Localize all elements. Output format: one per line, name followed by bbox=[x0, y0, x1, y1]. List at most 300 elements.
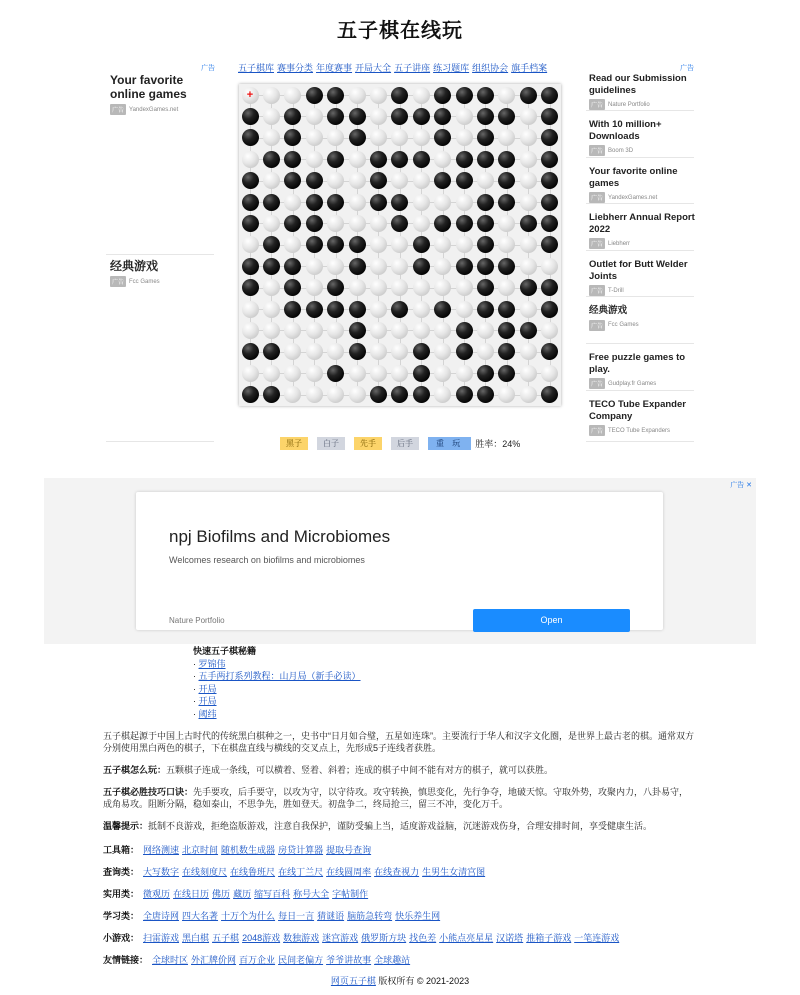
black-stone[interactable] bbox=[349, 236, 366, 253]
footer-nav-link[interactable]: 俄罗斯方块 bbox=[361, 933, 407, 943]
white-stone[interactable] bbox=[349, 172, 366, 189]
black-stone[interactable] bbox=[541, 129, 558, 146]
footer-nav-link[interactable]: 十万个为什么 bbox=[221, 911, 276, 921]
white-stone[interactable] bbox=[284, 386, 301, 403]
white-stone[interactable] bbox=[391, 365, 408, 382]
board-grid[interactable] bbox=[239, 84, 561, 406]
black-stone[interactable] bbox=[242, 279, 259, 296]
footer-nav-link[interactable]: 民间老偏方 bbox=[278, 955, 324, 965]
footer-nav-link[interactable]: 在线圆周率 bbox=[326, 867, 372, 877]
white-stone[interactable] bbox=[349, 215, 366, 232]
black-stone[interactable] bbox=[349, 322, 366, 339]
white-stone[interactable] bbox=[413, 279, 430, 296]
ad-title[interactable]: Your favorite online games bbox=[589, 166, 678, 189]
black-stone[interactable] bbox=[434, 172, 451, 189]
nav-link[interactable]: 开局大全 bbox=[355, 63, 392, 73]
white-stone[interactable] bbox=[477, 322, 494, 339]
tip-link[interactable]: 开局 bbox=[198, 696, 217, 706]
black-stone[interactable] bbox=[370, 194, 387, 211]
footer-nav-link[interactable]: 数独游戏 bbox=[283, 933, 320, 943]
white-stone[interactable] bbox=[306, 151, 323, 168]
footer-nav-link[interactable]: 网络测速 bbox=[143, 845, 180, 855]
footer-nav-link[interactable]: 一笔连游戏 bbox=[574, 933, 620, 943]
white-stone[interactable] bbox=[391, 236, 408, 253]
black-stone[interactable] bbox=[434, 108, 451, 125]
banner-open-button[interactable]: Open bbox=[473, 609, 630, 632]
black-stone[interactable] bbox=[477, 194, 494, 211]
black-stone[interactable] bbox=[477, 87, 494, 104]
white-stone[interactable] bbox=[284, 194, 301, 211]
black-stone[interactable] bbox=[263, 151, 280, 168]
right-ad-5[interactable] bbox=[589, 259, 695, 296]
black-stone[interactable] bbox=[477, 108, 494, 125]
black-stone[interactable] bbox=[434, 129, 451, 146]
white-stone[interactable] bbox=[306, 279, 323, 296]
white-stone[interactable] bbox=[370, 279, 387, 296]
footer-nav-link[interactable]: 微观历 bbox=[143, 889, 171, 899]
black-stone[interactable] bbox=[242, 215, 259, 232]
white-stone[interactable] bbox=[242, 301, 259, 318]
black-stone[interactable] bbox=[413, 236, 430, 253]
white-stone[interactable] bbox=[413, 301, 430, 318]
black-stone[interactable] bbox=[456, 322, 473, 339]
white-stone[interactable] bbox=[456, 108, 473, 125]
white-stone[interactable] bbox=[306, 129, 323, 146]
black-stone[interactable] bbox=[456, 151, 473, 168]
gomoku-board[interactable] bbox=[239, 84, 561, 406]
footer-nav-link[interactable]: 提取号查询 bbox=[326, 845, 372, 855]
footer-nav-link[interactable]: 小熊点亮星星 bbox=[439, 933, 494, 943]
white-stone[interactable] bbox=[391, 322, 408, 339]
ad-title[interactable]: 经典游戏 bbox=[110, 259, 159, 273]
footer-nav-link[interactable]: 四大名著 bbox=[182, 911, 219, 921]
black-stone[interactable] bbox=[391, 108, 408, 125]
right-ad-2[interactable] bbox=[589, 119, 695, 156]
white-stone[interactable] bbox=[434, 279, 451, 296]
black-stone[interactable] bbox=[498, 258, 515, 275]
black-stone[interactable] bbox=[520, 322, 537, 339]
footer-nav-link[interactable]: 佛历 bbox=[212, 889, 231, 899]
black-stone[interactable] bbox=[306, 236, 323, 253]
white-stone[interactable] bbox=[370, 301, 387, 318]
white-stone[interactable] bbox=[370, 258, 387, 275]
black-stone[interactable] bbox=[391, 301, 408, 318]
black-stone[interactable] bbox=[413, 365, 430, 382]
footer-nav-link[interactable]: 在线鲁班尺 bbox=[230, 867, 276, 877]
black-stone[interactable] bbox=[498, 343, 515, 360]
white-stone[interactable] bbox=[434, 322, 451, 339]
white-stone[interactable] bbox=[391, 279, 408, 296]
black-stone[interactable] bbox=[541, 87, 558, 104]
white-stone[interactable] bbox=[263, 129, 280, 146]
white-stone[interactable] bbox=[456, 129, 473, 146]
black-stone[interactable] bbox=[541, 108, 558, 125]
black-stone[interactable] bbox=[498, 194, 515, 211]
ad-title[interactable]: Outlet for Butt Welder Joints bbox=[589, 259, 688, 282]
footer-nav-link[interactable]: 脑筋急转弯 bbox=[347, 911, 393, 921]
white-stone[interactable] bbox=[284, 365, 301, 382]
black-stone[interactable] bbox=[498, 365, 515, 382]
ad-title[interactable]: With 10 million+ Downloads bbox=[589, 119, 662, 142]
footer-nav-link[interactable]: 北京时间 bbox=[182, 845, 219, 855]
footer-nav-link[interactable]: 在线丁兰尺 bbox=[278, 867, 324, 877]
black-stone[interactable] bbox=[370, 386, 387, 403]
ad-title[interactable]: TECO Tube Expander Company bbox=[589, 399, 686, 422]
white-stone[interactable] bbox=[520, 343, 537, 360]
white-stone[interactable] bbox=[242, 236, 259, 253]
black-stone[interactable] bbox=[242, 194, 259, 211]
black-stone[interactable] bbox=[541, 151, 558, 168]
ad-title[interactable]: Free puzzle games to play. bbox=[589, 352, 686, 375]
white-stone[interactable] bbox=[434, 151, 451, 168]
footer-nav-link[interactable]: 2048游戏 bbox=[242, 933, 281, 943]
left-ad-1[interactable] bbox=[110, 73, 214, 115]
footer-nav-link[interactable]: 在线刻度尺 bbox=[182, 867, 228, 877]
ad-title[interactable]: Liebherr Annual Report 2022 bbox=[589, 212, 695, 235]
white-stone[interactable] bbox=[541, 322, 558, 339]
black-stone[interactable] bbox=[541, 236, 558, 253]
white-stone[interactable] bbox=[349, 194, 366, 211]
right-ad-8[interactable] bbox=[589, 399, 695, 436]
black-stone[interactable] bbox=[306, 87, 323, 104]
black-stone[interactable] bbox=[284, 172, 301, 189]
banner-ad-card[interactable] bbox=[136, 492, 663, 630]
black-stone[interactable] bbox=[284, 279, 301, 296]
black-stone[interactable] bbox=[541, 301, 558, 318]
black-stone[interactable] bbox=[327, 279, 344, 296]
black-stone[interactable] bbox=[498, 151, 515, 168]
black-stone[interactable] bbox=[391, 194, 408, 211]
black-stone[interactable] bbox=[263, 386, 280, 403]
footer-nav-link[interactable]: 生男生女清宫图 bbox=[422, 867, 486, 877]
white-stone[interactable] bbox=[498, 215, 515, 232]
white-stone[interactable] bbox=[263, 87, 280, 104]
white-stone[interactable] bbox=[284, 322, 301, 339]
white-stone[interactable] bbox=[477, 172, 494, 189]
black-stone[interactable] bbox=[477, 151, 494, 168]
black-stone[interactable] bbox=[370, 172, 387, 189]
white-stone[interactable] bbox=[413, 194, 430, 211]
white-stone[interactable] bbox=[456, 236, 473, 253]
footer-nav-link[interactable]: 找色差 bbox=[409, 933, 437, 943]
white-stone[interactable] bbox=[434, 386, 451, 403]
white-stone[interactable] bbox=[520, 258, 537, 275]
black-stone[interactable] bbox=[242, 386, 259, 403]
white-stone[interactable] bbox=[498, 236, 515, 253]
footer-nav-link[interactable]: 房贷计算器 bbox=[278, 845, 324, 855]
white-stone[interactable] bbox=[327, 322, 344, 339]
black-stone[interactable] bbox=[477, 365, 494, 382]
white-stone[interactable] bbox=[349, 87, 366, 104]
nav-link[interactable]: 五子棋库 bbox=[238, 63, 275, 73]
black-stone[interactable] bbox=[242, 258, 259, 275]
white-stone[interactable] bbox=[306, 322, 323, 339]
white-stone[interactable] bbox=[434, 194, 451, 211]
black-stone[interactable] bbox=[284, 215, 301, 232]
black-stone[interactable] bbox=[456, 87, 473, 104]
black-stone[interactable] bbox=[349, 343, 366, 360]
footer-nav-link[interactable]: 随机数生成器 bbox=[221, 845, 276, 855]
ad-tag[interactable]: 广告 bbox=[680, 65, 694, 72]
white-stone[interactable] bbox=[520, 129, 537, 146]
footer-nav-link[interactable]: 全唐诗网 bbox=[143, 911, 180, 921]
footer-nav-link[interactable]: 爷爷讲故事 bbox=[326, 955, 372, 965]
ad-tag[interactable]: 广告 bbox=[201, 65, 215, 72]
black-stone[interactable] bbox=[498, 322, 515, 339]
footer-nav-link[interactable]: 藏历 bbox=[233, 889, 252, 899]
black-stone[interactable] bbox=[456, 172, 473, 189]
white-stone[interactable] bbox=[456, 279, 473, 296]
white-stone[interactable] bbox=[306, 386, 323, 403]
tip-link[interactable]: 罗锦伟 bbox=[198, 658, 226, 669]
black-stone[interactable] bbox=[327, 365, 344, 382]
black-stone[interactable] bbox=[284, 108, 301, 125]
right-ad-3[interactable] bbox=[589, 166, 695, 203]
black-stone[interactable] bbox=[541, 194, 558, 211]
footer-nav-link[interactable]: 百万企业 bbox=[239, 955, 276, 965]
white-stone[interactable] bbox=[370, 365, 387, 382]
white-stone[interactable] bbox=[370, 236, 387, 253]
white-stone[interactable] bbox=[520, 194, 537, 211]
white-stone[interactable] bbox=[520, 236, 537, 253]
black-stone[interactable] bbox=[242, 343, 259, 360]
black-stone[interactable] bbox=[327, 87, 344, 104]
white-stone[interactable] bbox=[263, 108, 280, 125]
black-stone[interactable] bbox=[498, 301, 515, 318]
tip-link[interactable]: 阈纬 bbox=[198, 708, 217, 719]
white-stone[interactable] bbox=[413, 322, 430, 339]
black-stone[interactable] bbox=[477, 279, 494, 296]
black-stone[interactable] bbox=[242, 129, 259, 146]
white-stone[interactable] bbox=[413, 129, 430, 146]
footer-nav-link[interactable]: 五子棋 bbox=[212, 933, 240, 943]
black-button[interactable]: 黑子 bbox=[280, 437, 308, 450]
footer-nav-link[interactable]: 在线查视力 bbox=[374, 867, 420, 877]
black-stone[interactable] bbox=[413, 258, 430, 275]
nav-link[interactable]: 组织协会 bbox=[472, 63, 509, 73]
white-stone[interactable] bbox=[327, 215, 344, 232]
white-stone[interactable] bbox=[306, 343, 323, 360]
footer-nav-link[interactable]: 黑白棋 bbox=[182, 933, 210, 943]
footer-nav-link[interactable]: 外汇牌价网 bbox=[191, 955, 237, 965]
white-stone[interactable] bbox=[263, 215, 280, 232]
black-stone[interactable] bbox=[327, 108, 344, 125]
black-stone[interactable] bbox=[541, 172, 558, 189]
black-stone[interactable] bbox=[541, 279, 558, 296]
white-stone[interactable] bbox=[370, 129, 387, 146]
white-stone[interactable] bbox=[349, 386, 366, 403]
footer-nav-link[interactable]: 每日一言 bbox=[278, 911, 315, 921]
white-stone[interactable] bbox=[370, 87, 387, 104]
white-stone[interactable] bbox=[498, 129, 515, 146]
black-stone[interactable] bbox=[477, 258, 494, 275]
black-stone[interactable] bbox=[498, 172, 515, 189]
black-stone[interactable] bbox=[456, 343, 473, 360]
white-stone[interactable] bbox=[370, 108, 387, 125]
white-stone[interactable] bbox=[284, 236, 301, 253]
first-move-button[interactable]: 先手 bbox=[354, 437, 382, 450]
black-stone[interactable] bbox=[306, 215, 323, 232]
black-stone[interactable] bbox=[520, 215, 537, 232]
footer-nav-link[interactable]: 汉诺塔 bbox=[496, 933, 524, 943]
black-stone[interactable] bbox=[349, 301, 366, 318]
black-stone[interactable] bbox=[263, 194, 280, 211]
white-stone[interactable] bbox=[434, 236, 451, 253]
black-stone[interactable] bbox=[284, 258, 301, 275]
black-stone[interactable] bbox=[327, 301, 344, 318]
white-stone[interactable] bbox=[434, 343, 451, 360]
footer-nav-link[interactable]: 在线日历 bbox=[173, 889, 210, 899]
white-stone[interactable] bbox=[306, 108, 323, 125]
white-stone[interactable] bbox=[434, 365, 451, 382]
black-stone[interactable] bbox=[327, 194, 344, 211]
black-stone[interactable] bbox=[349, 129, 366, 146]
white-stone[interactable] bbox=[520, 108, 537, 125]
black-stone[interactable] bbox=[391, 386, 408, 403]
black-stone[interactable] bbox=[370, 151, 387, 168]
footer-nav-link[interactable]: 大写数字 bbox=[143, 867, 180, 877]
right-ad-6[interactable] bbox=[589, 305, 695, 331]
white-stone[interactable] bbox=[370, 322, 387, 339]
footer-nav-link[interactable]: 全球趣站 bbox=[374, 955, 411, 965]
nav-link[interactable]: 赛事分类 bbox=[277, 63, 314, 73]
black-stone[interactable] bbox=[477, 129, 494, 146]
black-stone[interactable] bbox=[434, 301, 451, 318]
white-stone[interactable] bbox=[349, 279, 366, 296]
white-stone[interactable] bbox=[520, 386, 537, 403]
black-stone[interactable] bbox=[306, 301, 323, 318]
black-stone[interactable] bbox=[284, 129, 301, 146]
black-stone[interactable] bbox=[391, 215, 408, 232]
white-stone[interactable] bbox=[349, 365, 366, 382]
nav-link[interactable]: 练习题库 bbox=[433, 63, 470, 73]
white-stone[interactable] bbox=[263, 322, 280, 339]
right-ad-1[interactable] bbox=[589, 73, 695, 110]
white-stone[interactable] bbox=[370, 215, 387, 232]
white-stone[interactable] bbox=[498, 87, 515, 104]
white-stone[interactable] bbox=[327, 172, 344, 189]
white-stone[interactable] bbox=[327, 386, 344, 403]
white-stone[interactable] bbox=[327, 258, 344, 275]
white-stone[interactable] bbox=[391, 343, 408, 360]
footer-link[interactable]: 网页五子棋 bbox=[330, 976, 376, 986]
black-stone[interactable] bbox=[413, 108, 430, 125]
footer-nav-link[interactable]: 字帖制作 bbox=[332, 889, 369, 899]
white-stone[interactable] bbox=[242, 151, 259, 168]
white-stone[interactable] bbox=[391, 172, 408, 189]
second-move-button[interactable]: 后手 bbox=[391, 437, 419, 450]
white-stone[interactable] bbox=[263, 365, 280, 382]
white-stone[interactable] bbox=[413, 87, 430, 104]
black-stone[interactable] bbox=[242, 108, 259, 125]
white-stone[interactable] bbox=[263, 301, 280, 318]
black-stone[interactable] bbox=[306, 172, 323, 189]
black-stone[interactable] bbox=[541, 343, 558, 360]
black-stone[interactable] bbox=[477, 215, 494, 232]
white-stone[interactable] bbox=[263, 279, 280, 296]
black-stone[interactable] bbox=[284, 151, 301, 168]
black-stone[interactable] bbox=[349, 108, 366, 125]
white-stone[interactable] bbox=[263, 172, 280, 189]
white-stone[interactable] bbox=[391, 129, 408, 146]
white-stone[interactable] bbox=[391, 258, 408, 275]
white-stone[interactable] bbox=[327, 343, 344, 360]
white-stone[interactable] bbox=[413, 172, 430, 189]
white-stone[interactable] bbox=[520, 301, 537, 318]
footer-nav-link[interactable]: 猜谜语 bbox=[317, 911, 345, 921]
ad-title[interactable]: 经典游戏 bbox=[589, 305, 628, 316]
white-stone[interactable] bbox=[306, 258, 323, 275]
ad-title[interactable]: Read our Submission guidelines bbox=[589, 73, 687, 96]
black-stone[interactable] bbox=[391, 87, 408, 104]
footer-nav-link[interactable]: 推箱子游戏 bbox=[526, 933, 572, 943]
footer-nav-link[interactable]: 缩写百科 bbox=[254, 889, 291, 899]
right-ad-7[interactable] bbox=[589, 352, 695, 389]
white-stone[interactable] bbox=[498, 386, 515, 403]
black-stone[interactable] bbox=[284, 301, 301, 318]
tip-link[interactable]: 开局 bbox=[198, 683, 217, 694]
white-stone[interactable] bbox=[349, 151, 366, 168]
banner-ad-title[interactable]: npj Biofilms and Microbiomes bbox=[169, 527, 391, 546]
black-stone[interactable] bbox=[242, 172, 259, 189]
black-stone[interactable] bbox=[434, 215, 451, 232]
white-stone[interactable] bbox=[520, 172, 537, 189]
black-stone[interactable] bbox=[263, 236, 280, 253]
black-stone[interactable] bbox=[477, 236, 494, 253]
black-stone[interactable] bbox=[327, 236, 344, 253]
black-stone[interactable] bbox=[413, 343, 430, 360]
white-stone[interactable] bbox=[284, 87, 301, 104]
white-stone[interactable] bbox=[434, 258, 451, 275]
footer-nav-link[interactable]: 称号大全 bbox=[293, 889, 330, 899]
ad-title[interactable]: Your favorite online games bbox=[110, 73, 187, 101]
white-button[interactable]: 白子 bbox=[317, 437, 345, 450]
black-stone[interactable] bbox=[456, 258, 473, 275]
white-stone[interactable] bbox=[541, 258, 558, 275]
nav-link[interactable]: 年度赛事 bbox=[316, 63, 353, 73]
left-ad-2[interactable] bbox=[110, 259, 214, 287]
right-ad-4[interactable] bbox=[589, 212, 695, 249]
white-stone[interactable] bbox=[456, 365, 473, 382]
nav-link[interactable]: 五子讲座 bbox=[394, 63, 431, 73]
white-stone[interactable] bbox=[413, 215, 430, 232]
black-stone[interactable] bbox=[456, 215, 473, 232]
restart-button[interactable]: 重 玩 bbox=[428, 437, 471, 450]
tip-link[interactable]: 五手两打系列教程：山月局（新手必读） bbox=[198, 671, 361, 681]
black-stone[interactable] bbox=[327, 151, 344, 168]
black-stone[interactable] bbox=[413, 151, 430, 168]
black-stone[interactable] bbox=[391, 151, 408, 168]
footer-nav-link[interactable]: 全球时区 bbox=[152, 955, 189, 965]
nav-link[interactable]: 旗手档案 bbox=[511, 63, 548, 73]
white-stone[interactable] bbox=[306, 365, 323, 382]
white-stone[interactable] bbox=[456, 194, 473, 211]
black-stone[interactable] bbox=[541, 386, 558, 403]
black-stone[interactable] bbox=[541, 215, 558, 232]
black-stone[interactable] bbox=[434, 87, 451, 104]
white-stone[interactable] bbox=[498, 279, 515, 296]
white-stone[interactable] bbox=[242, 365, 259, 382]
ad-close-tag[interactable]: 广告 ✕ bbox=[730, 482, 752, 489]
white-stone[interactable] bbox=[477, 343, 494, 360]
black-stone[interactable] bbox=[477, 386, 494, 403]
black-stone[interactable] bbox=[456, 386, 473, 403]
white-stone[interactable] bbox=[242, 322, 259, 339]
white-stone[interactable] bbox=[456, 301, 473, 318]
footer-nav-link[interactable]: 迷宫游戏 bbox=[322, 933, 359, 943]
footer-nav-link[interactable]: 扫雷游戏 bbox=[143, 933, 180, 943]
white-stone[interactable] bbox=[520, 151, 537, 168]
